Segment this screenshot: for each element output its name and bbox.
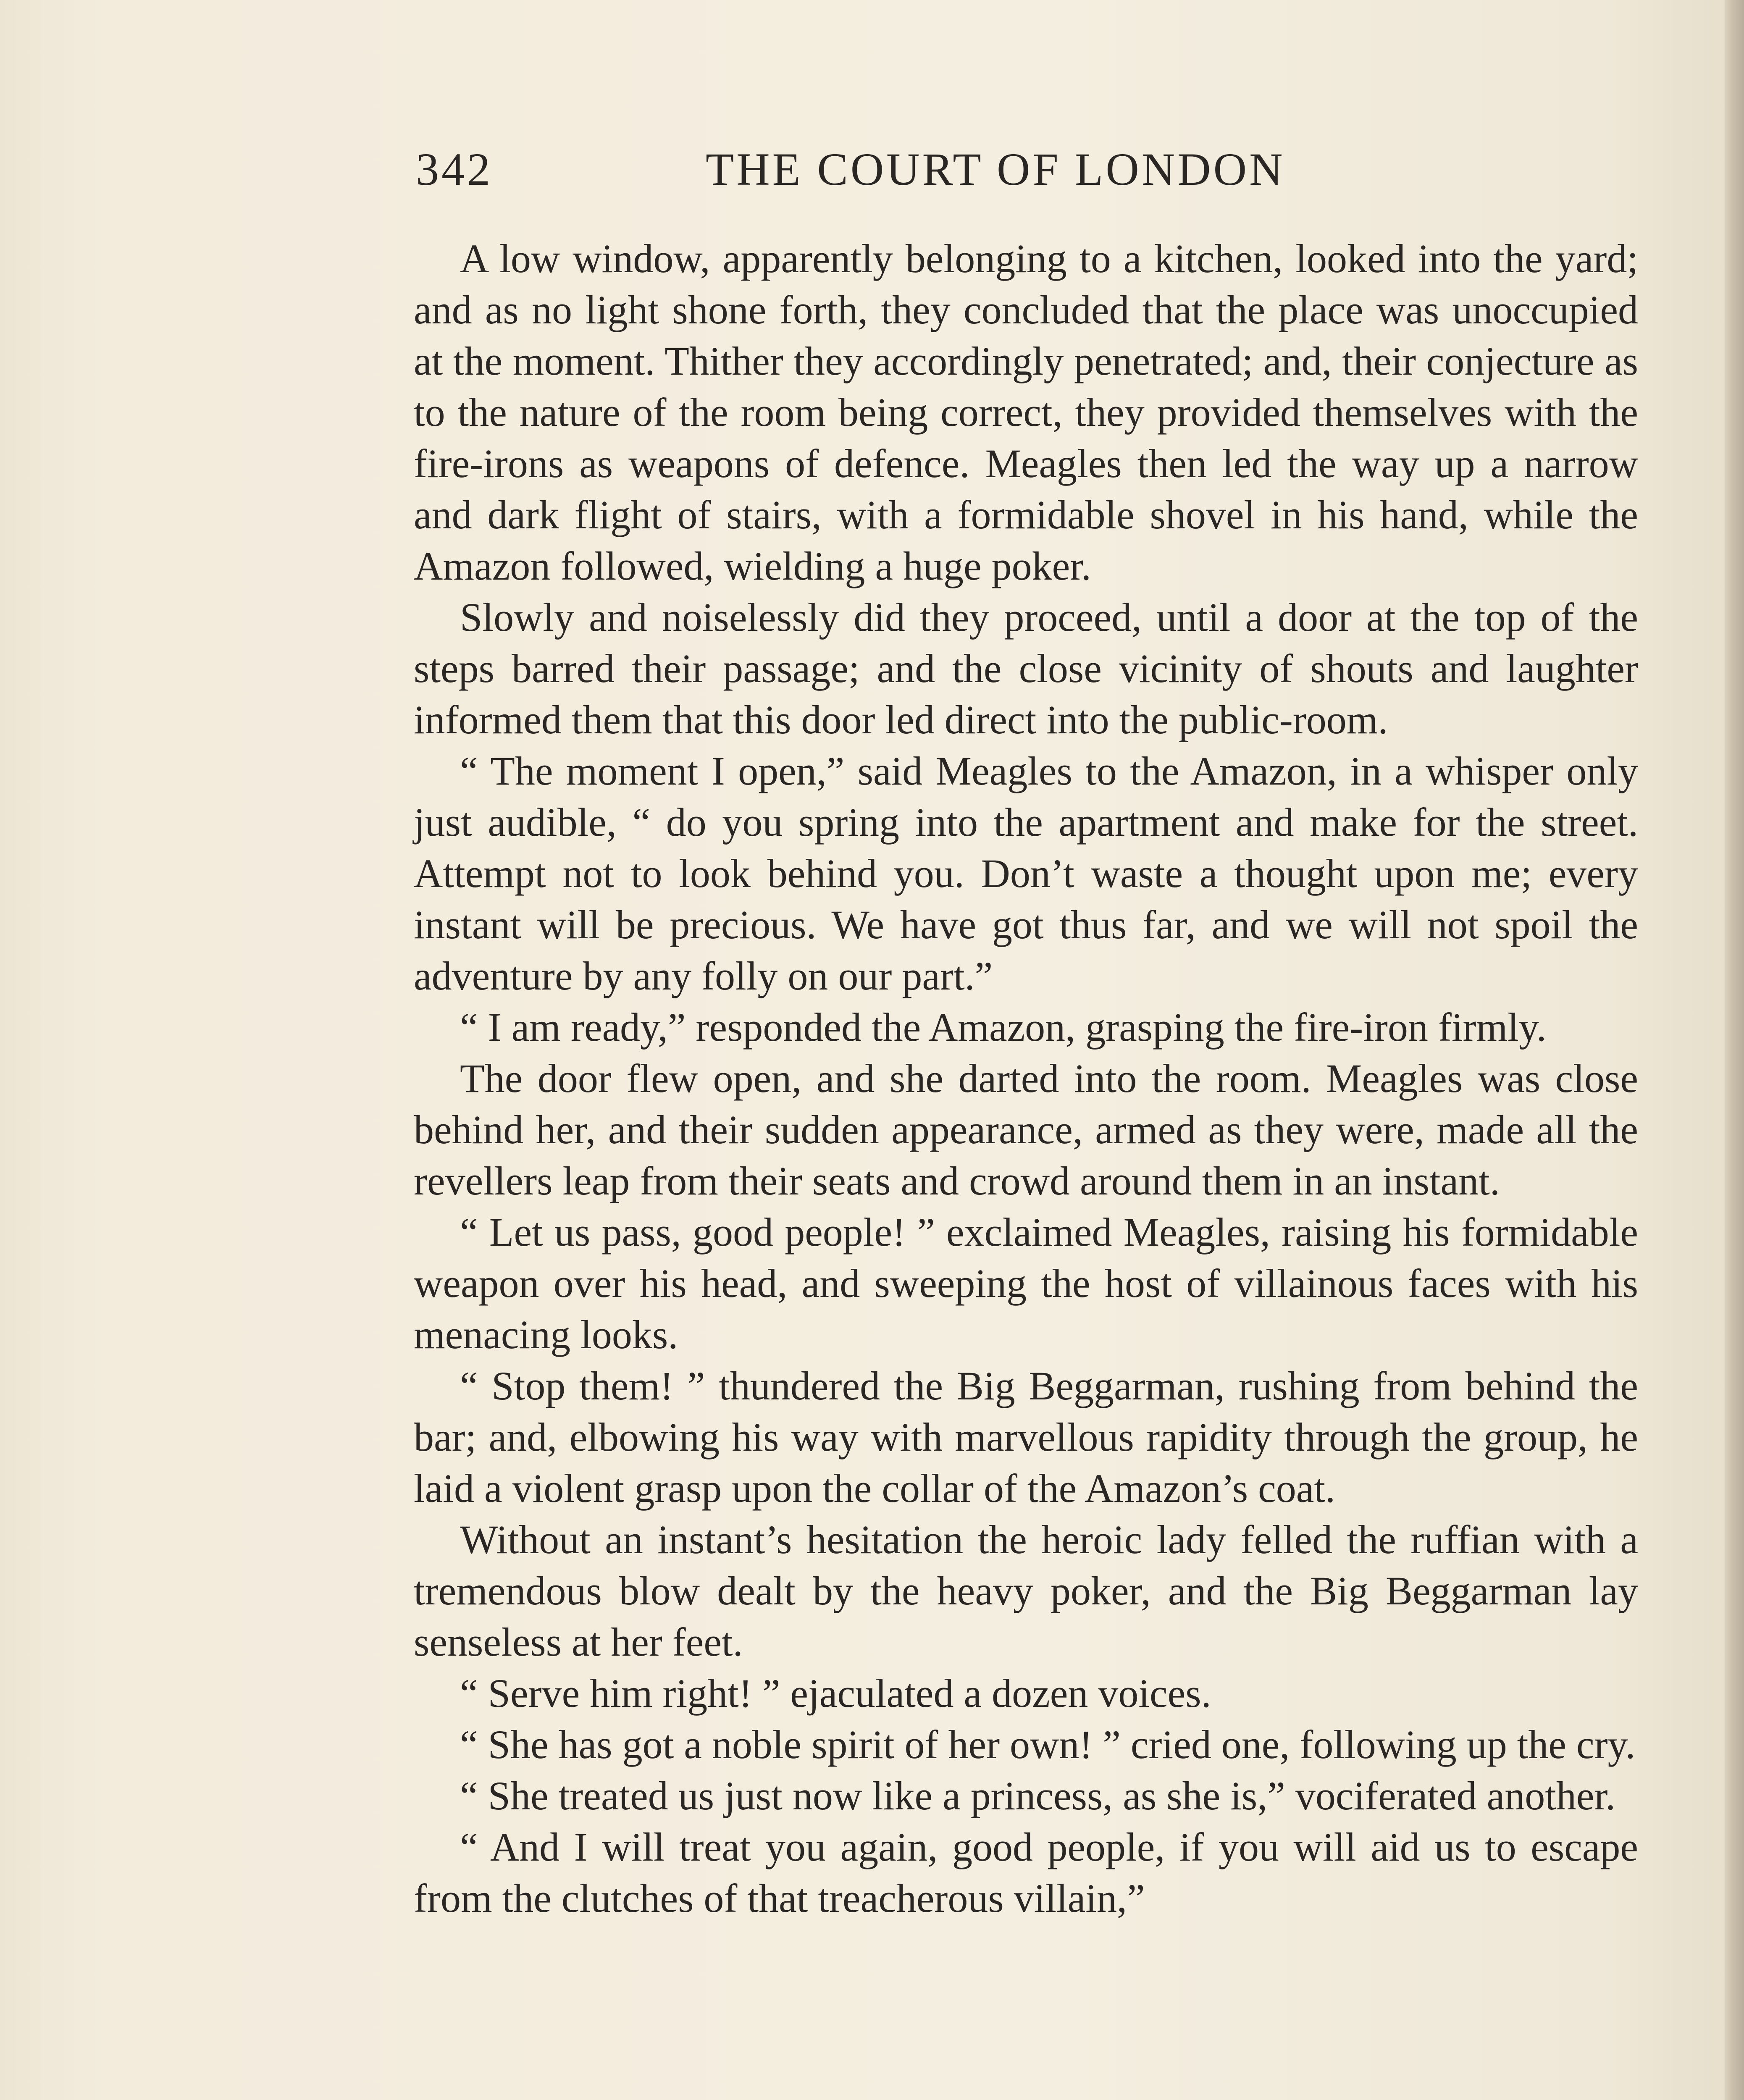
paragraph: “ The moment I open,” said Meagles to the Amazon, in a whisper only just audible, “ do you spring into the apartment and make for the street. Attempt not to look behind you. Don’t waste a thought upon me; every instant will be precious. We have got thus far, and we will not spoil the adventure by any folly on our part.” xyxy=(414,748,1638,998)
paragraph: Slowly and noiselessly did they proceed, until a door at the top of the steps barred their passage; and the close vicinity of shouts and laughter informed them that this door led direct into the public-room. xyxy=(414,595,1638,742)
page-edge-shadow xyxy=(1725,0,1744,2100)
paragraph: Without an instant’s hesitation the heroic lady felled the ruffian with a tremendous blow dealt by the heavy poker, and the Big Beggarman lay senseless at her feet. xyxy=(414,1517,1638,1664)
paragraph: “ She has got a noble spirit of her own! ” cried one, following up the cry. xyxy=(460,1722,1636,1767)
paragraph: The door flew open, and she darted into the room. Meagles was close behind her, and their sudden appearance, armed as they were, made all the revellers leap from their seats and crowd around them in an instant. xyxy=(414,1056,1638,1203)
page-header xyxy=(416,143,1634,197)
paragraph: “ Serve him right! ” ejaculated a dozen voices. xyxy=(460,1671,1211,1716)
paragraph: “ Let us pass, good people! ” exclaimed Meagles, raising his formidable weapon over his head, and sweeping the host of villainous faces with his menacing looks. xyxy=(414,1210,1638,1357)
paragraph: “ She treated us just now like a princess, as she is,” vociferated another. xyxy=(460,1773,1616,1818)
running-title: THE COURT OF LONDON xyxy=(706,144,1285,195)
paragraph: A low window, apparently belonging to a kitchen, looked into the yard; and as no light shone forth, they concluded that the place was unoccupied at the moment. Thither they accordingly penetrated; and, their conjecture as to the nature of the room being correct, they provided themselves with the fire-irons as weapons of defence. Meagles then led the way up a narrow and dark flight of stairs, with a formidable shovel in his hand, while the Amazon followed, wielding a huge poker. xyxy=(414,236,1638,588)
page-number: 342 xyxy=(416,144,493,195)
paragraph: “ Stop them! ” thundered the Big Beggarman, rushing from behind the bar; and, elbowing his way with marvellous rapidity through the group, he laid a violent grasp upon the collar of the Amazon’s coat. xyxy=(414,1363,1638,1511)
paragraph: “ And I will treat you again, good people, if you will aid us to escape from the clutches of that treacherous villain,” xyxy=(414,1824,1638,1921)
body-text xyxy=(414,233,1638,1924)
paragraph: “ I am ready,” responded the Amazon, grasping the fire-iron firmly. xyxy=(460,1005,1547,1050)
